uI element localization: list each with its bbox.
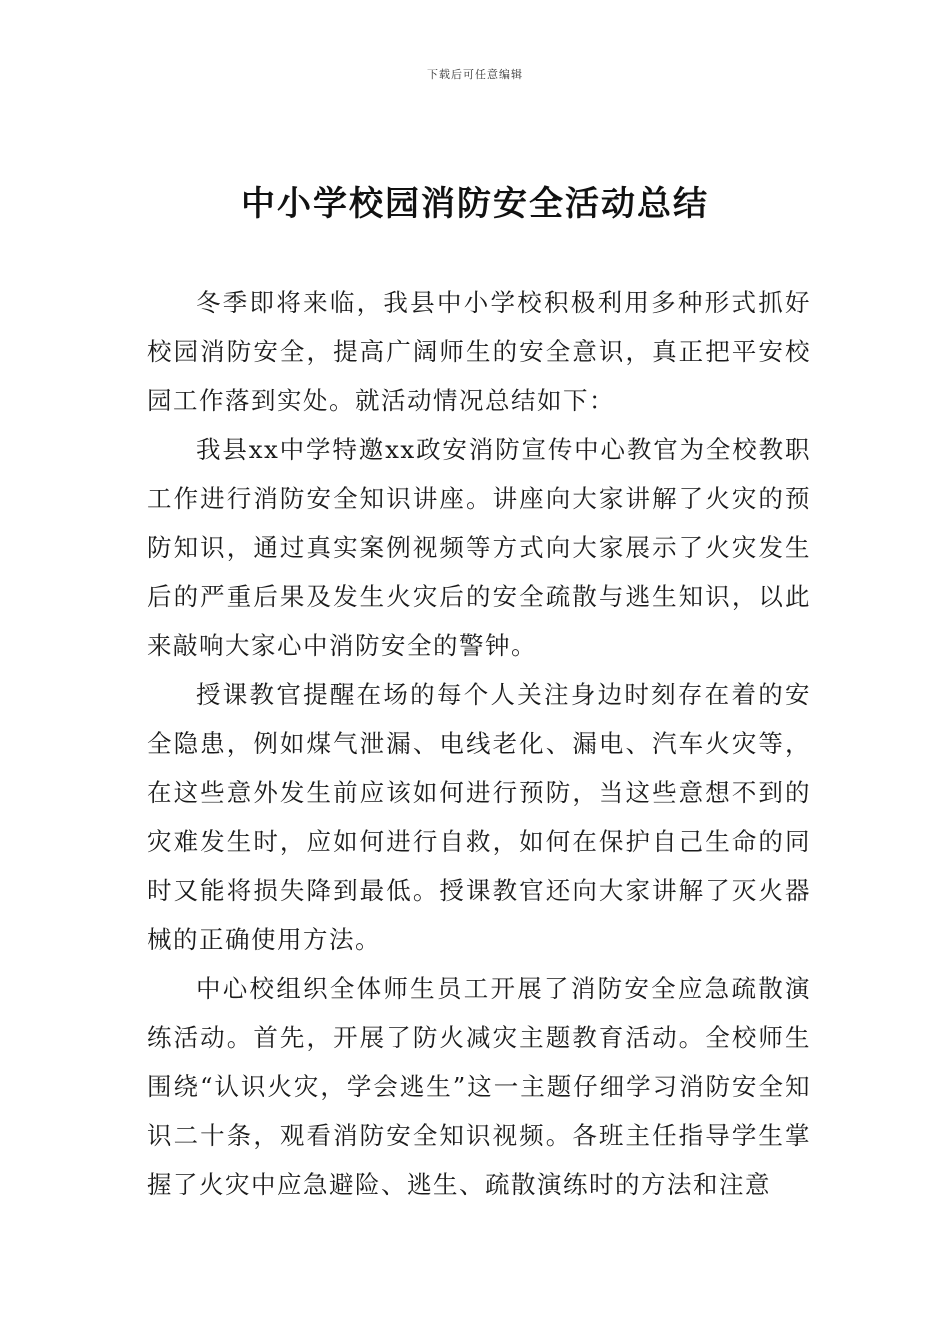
header-note: 下载后可任意编辑	[427, 68, 523, 81]
paragraph-drill: 中心校组织全体师生员工开展了消防安全应急疏散演练活动。首先，开展了防火减灾主题教育活动。全校师生围绕“认识火灾，学会逃生”这一主题仔细学习消防安全知识二十条，观看消防安全知识视频。各班主任指导学生掌握了火灾中应急避险、逃生、疏散演练时的方法和注意	[147, 974, 811, 1199]
paragraph-hazards: 授课教官提醒在场的每个人关注身边时刻存在着的安全隐患，例如煤气泄漏、电线老化、漏电、汽车火灾等，在这些意外发生前应该如何进行预防，当这些意想不到的灾难发生时，应如何进行自救，如何在保护自己生命的同时又能将损失降到最低。授课教官还向大家讲解了灭火器械的正确使用方法。	[147, 680, 811, 954]
document-title: 中小学校园消防安全活动总结	[241, 184, 709, 224]
paragraph-intro: 冬季即将来临，我县中小学校积极利用多种形式抓好校园消防安全，提高广阔师生的安全意识，真正把平安校园工作落到实处。就活动情况总结如下：	[147, 288, 811, 415]
document-body	[147, 278, 811, 1209]
paragraph-lecture: 我县xx中学特邀xx政安消防宣传中心教官为全校教职工作进行消防安全知识讲座。讲座向大家讲解了火灾的预防知识，通过真实案例视频等方式向大家展示了火灾发生后的严重后果及发生火灾后的安全疏散与逃生知识，以此来敲响大家心中消防安全的警钟。	[147, 435, 811, 660]
